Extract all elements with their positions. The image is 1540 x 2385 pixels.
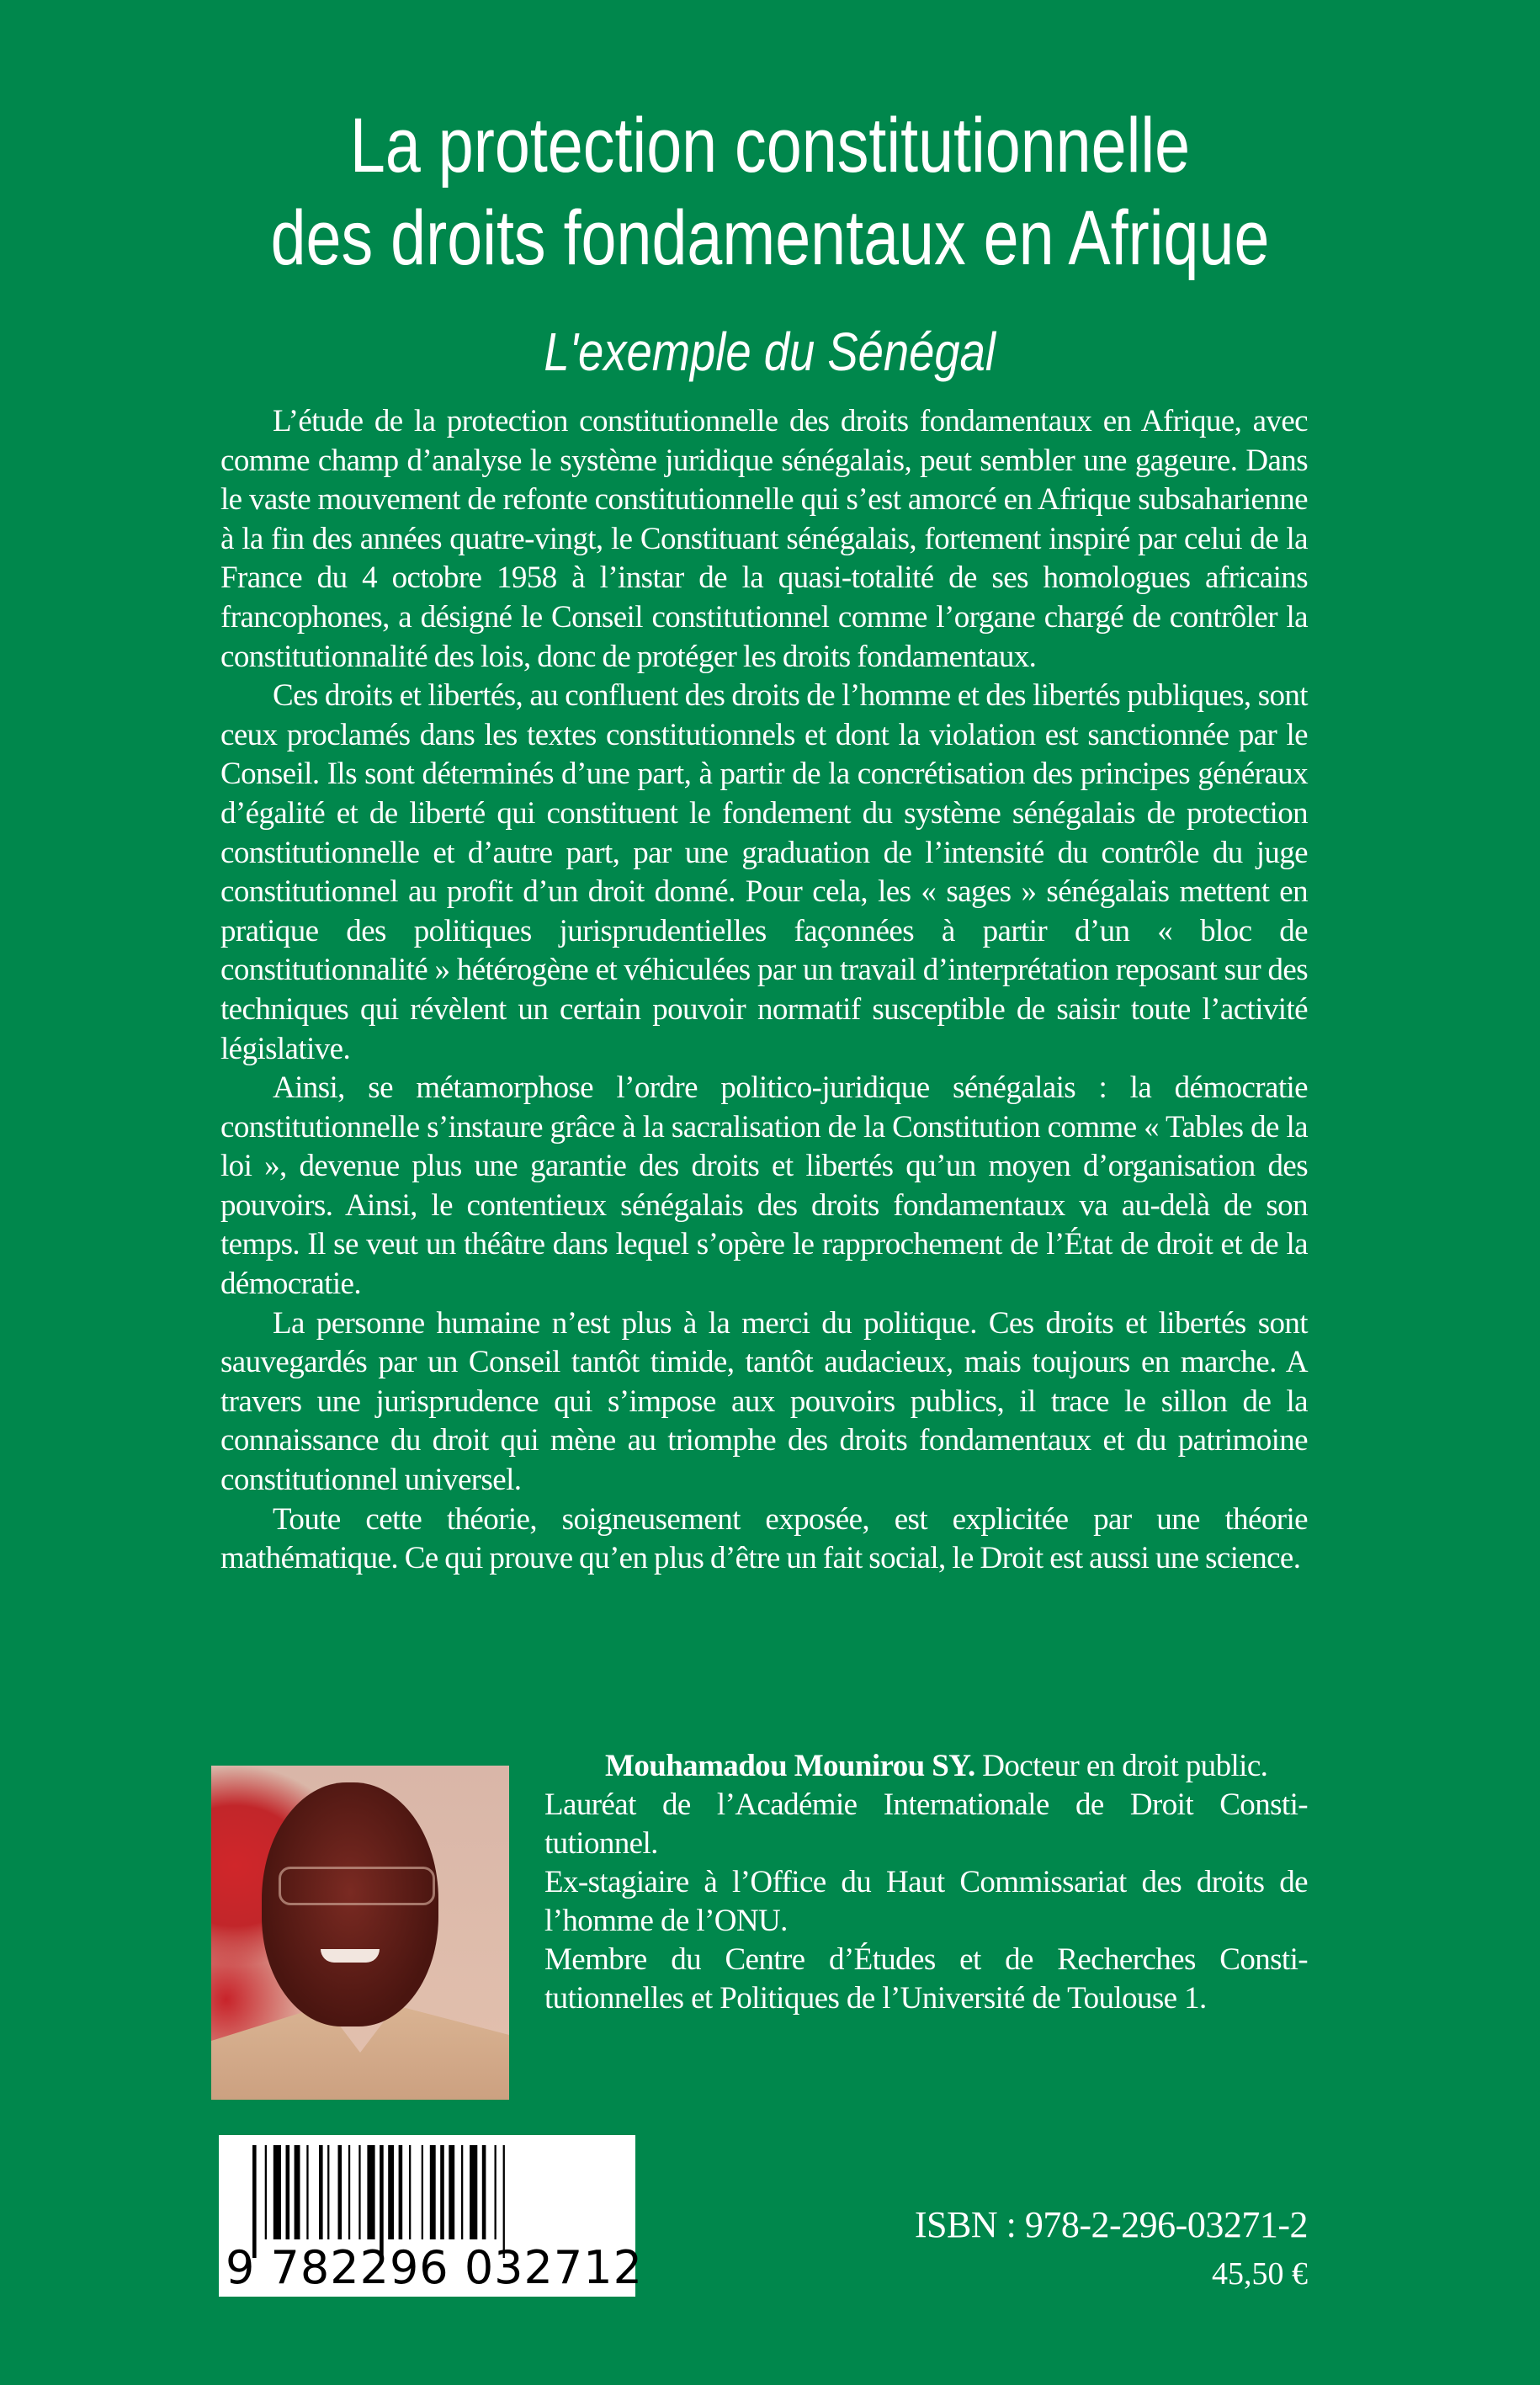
author-bio-line: l’homme de l’ONU. [544,1904,788,1938]
barcode-bar [470,2145,477,2239]
barcode-bar [388,2145,394,2239]
author-bio-line: Lauréat de l’Académie Internationale de Droit Consti- [544,1787,1308,1822]
author-name: Mouhamadou Mounirou SY. [605,1749,975,1783]
barcode-bar [286,2145,290,2239]
barcode-bar [295,2145,300,2239]
author-photo [211,1766,509,2100]
author-bio-line: Membre du Centre d’Études et de Recherches Consti- [544,1942,1308,1977]
barcode-bar [422,2145,423,2239]
author-bio-text: Docteur en droit public. [974,1749,1268,1783]
book-subtitle [0,318,1540,385]
barcode-bar [495,2145,497,2239]
blurb-paragraph: L’étude de la protection constitutionnelle des droits fondamentaux en Afrique, avec comme champ d’analyse le système juridique sénégalais, peut sembler une gageure. Dans le vaste mouvement de refonte constitutionnelle qui s’est amorcé en Afrique subsaharienne à la fin des années quatre-vingt, le Constituant sénégalais, fortement inspiré par celui de la France du 4 octobre 1958 à l’instar de la quasi-totalité de ses homologues africains francophones, a désigné le Conseil constitutionnel comme l’organe chargé de contrôler la constitutionnalité des lois, donc de protéger les droits fondamentaux. [220,404,1308,674]
barcode-bar [482,2145,486,2239]
barcode-bar [430,2145,436,2239]
blurb-paragraph: Toute cette théorie, soigneusement exposée, est explicitée par une théorie mathématique. Ce qui prouve qu’en plus d’être un fait social, le Droit est aussi une science. [220,1501,1308,1576]
price: 45,50 € [1212,2256,1308,2292]
barcode-bar [265,2145,267,2239]
blurb-paragraph: La personne humaine n’est plus à la merci du politique. Ces droits et libertés sont sauvegardés par un Conseil tantôt timide, tantôt audacieux, mais toujours en marche. A travers une jurisprudence qui s’impose aux pouvoirs publics, il trace le sillon de la connaissance du droit qui mène au triomphe des droits fondamentaux et du patrimoine constitutionnel universel. [220,1305,1308,1498]
barcode-bar [461,2145,463,2239]
barcode-bar [440,2145,444,2239]
title-line-1: La protection constitutionnelle [349,103,1191,189]
barcode-bar [348,2145,350,2239]
isbn: ISBN : 978-2-296-03271-2 [914,2204,1308,2245]
photo-smile [321,1949,380,1963]
blurb-paragraph: Ces droits et libertés, au confluent des droits de l’homme et des libertés publiques, sont ceux proclamés dans les textes constitutionnels et dont la violation est sanctionnée par le Conseil. Ils sont déterminés d’une part, à partir de la concrétisation des principes généraux d’égalité et de liberté qui constituent le fondement du système sénégalais de protection constitutionnelle et d’autre part, par une graduation de l’intensité du contrôle du juge constitutionnel au profit d’un droit donné. Pour cela, les « sages » sénégalais mettent en pratique des politiques jurisprudentielles façonnées à partir d’un « bloc de constitutionnalité » hétérogène et véhiculées par un travail d’interprétation reposant sur des techniques qui révèlent un certain pouvoir normatif susceptible de saisir toute l’activité législative. [220,678,1308,1066]
subtitle-text: L'exemple du Sénégal [544,321,996,382]
title-line-2: des droits fondamentaux en Afrique [270,195,1270,281]
barcode-bar [338,2145,343,2239]
barcode [219,2135,643,2297]
author-bio-line: tutionnelles et Politiques de l’Université de Toulouse 1. [544,1981,1207,2016]
blurb-paragraph: Ainsi, se métamorphose l’ordre politico-juridique sénégalais : la démocratie constitutionnelle s’instaure grâce à la sacralisation de la Constitution comme « Tables de la loi », devenue plus une garantie des droits et libertés qu’un moyen d’organisation des pouvoirs. Ainsi, le contentieux sénégalais des droits fondamentaux va au-delà de son temps. Il se veut un théâtre dans lequel s’opère le rapprochement de l’État de droit et de la démocratie. [220,1070,1308,1302]
barcode-bar [358,2145,360,2239]
book-title [0,99,1540,284]
blurb [220,402,1308,1579]
barcode-bar [449,2145,454,2239]
barcode-bar [327,2145,329,2239]
barcode-bar [399,2145,403,2239]
author-bio-line [544,1747,1308,1786]
author-bio-line: Ex-stagiaire à l’Office du Haut Commissariat des droits de [544,1865,1308,1899]
barcode-bar [306,2145,308,2239]
barcode-bar [409,2145,411,2239]
barcode-bar [367,2145,374,2239]
photo-glasses [279,1867,435,1905]
barcode-digits: 9 782296 032712 [226,2241,643,2294]
author-bio [544,1747,1308,2018]
barcode-bar [273,2145,281,2239]
author-bio-line: tutionnel. [544,1826,658,1861]
barcode-bar [319,2145,323,2239]
